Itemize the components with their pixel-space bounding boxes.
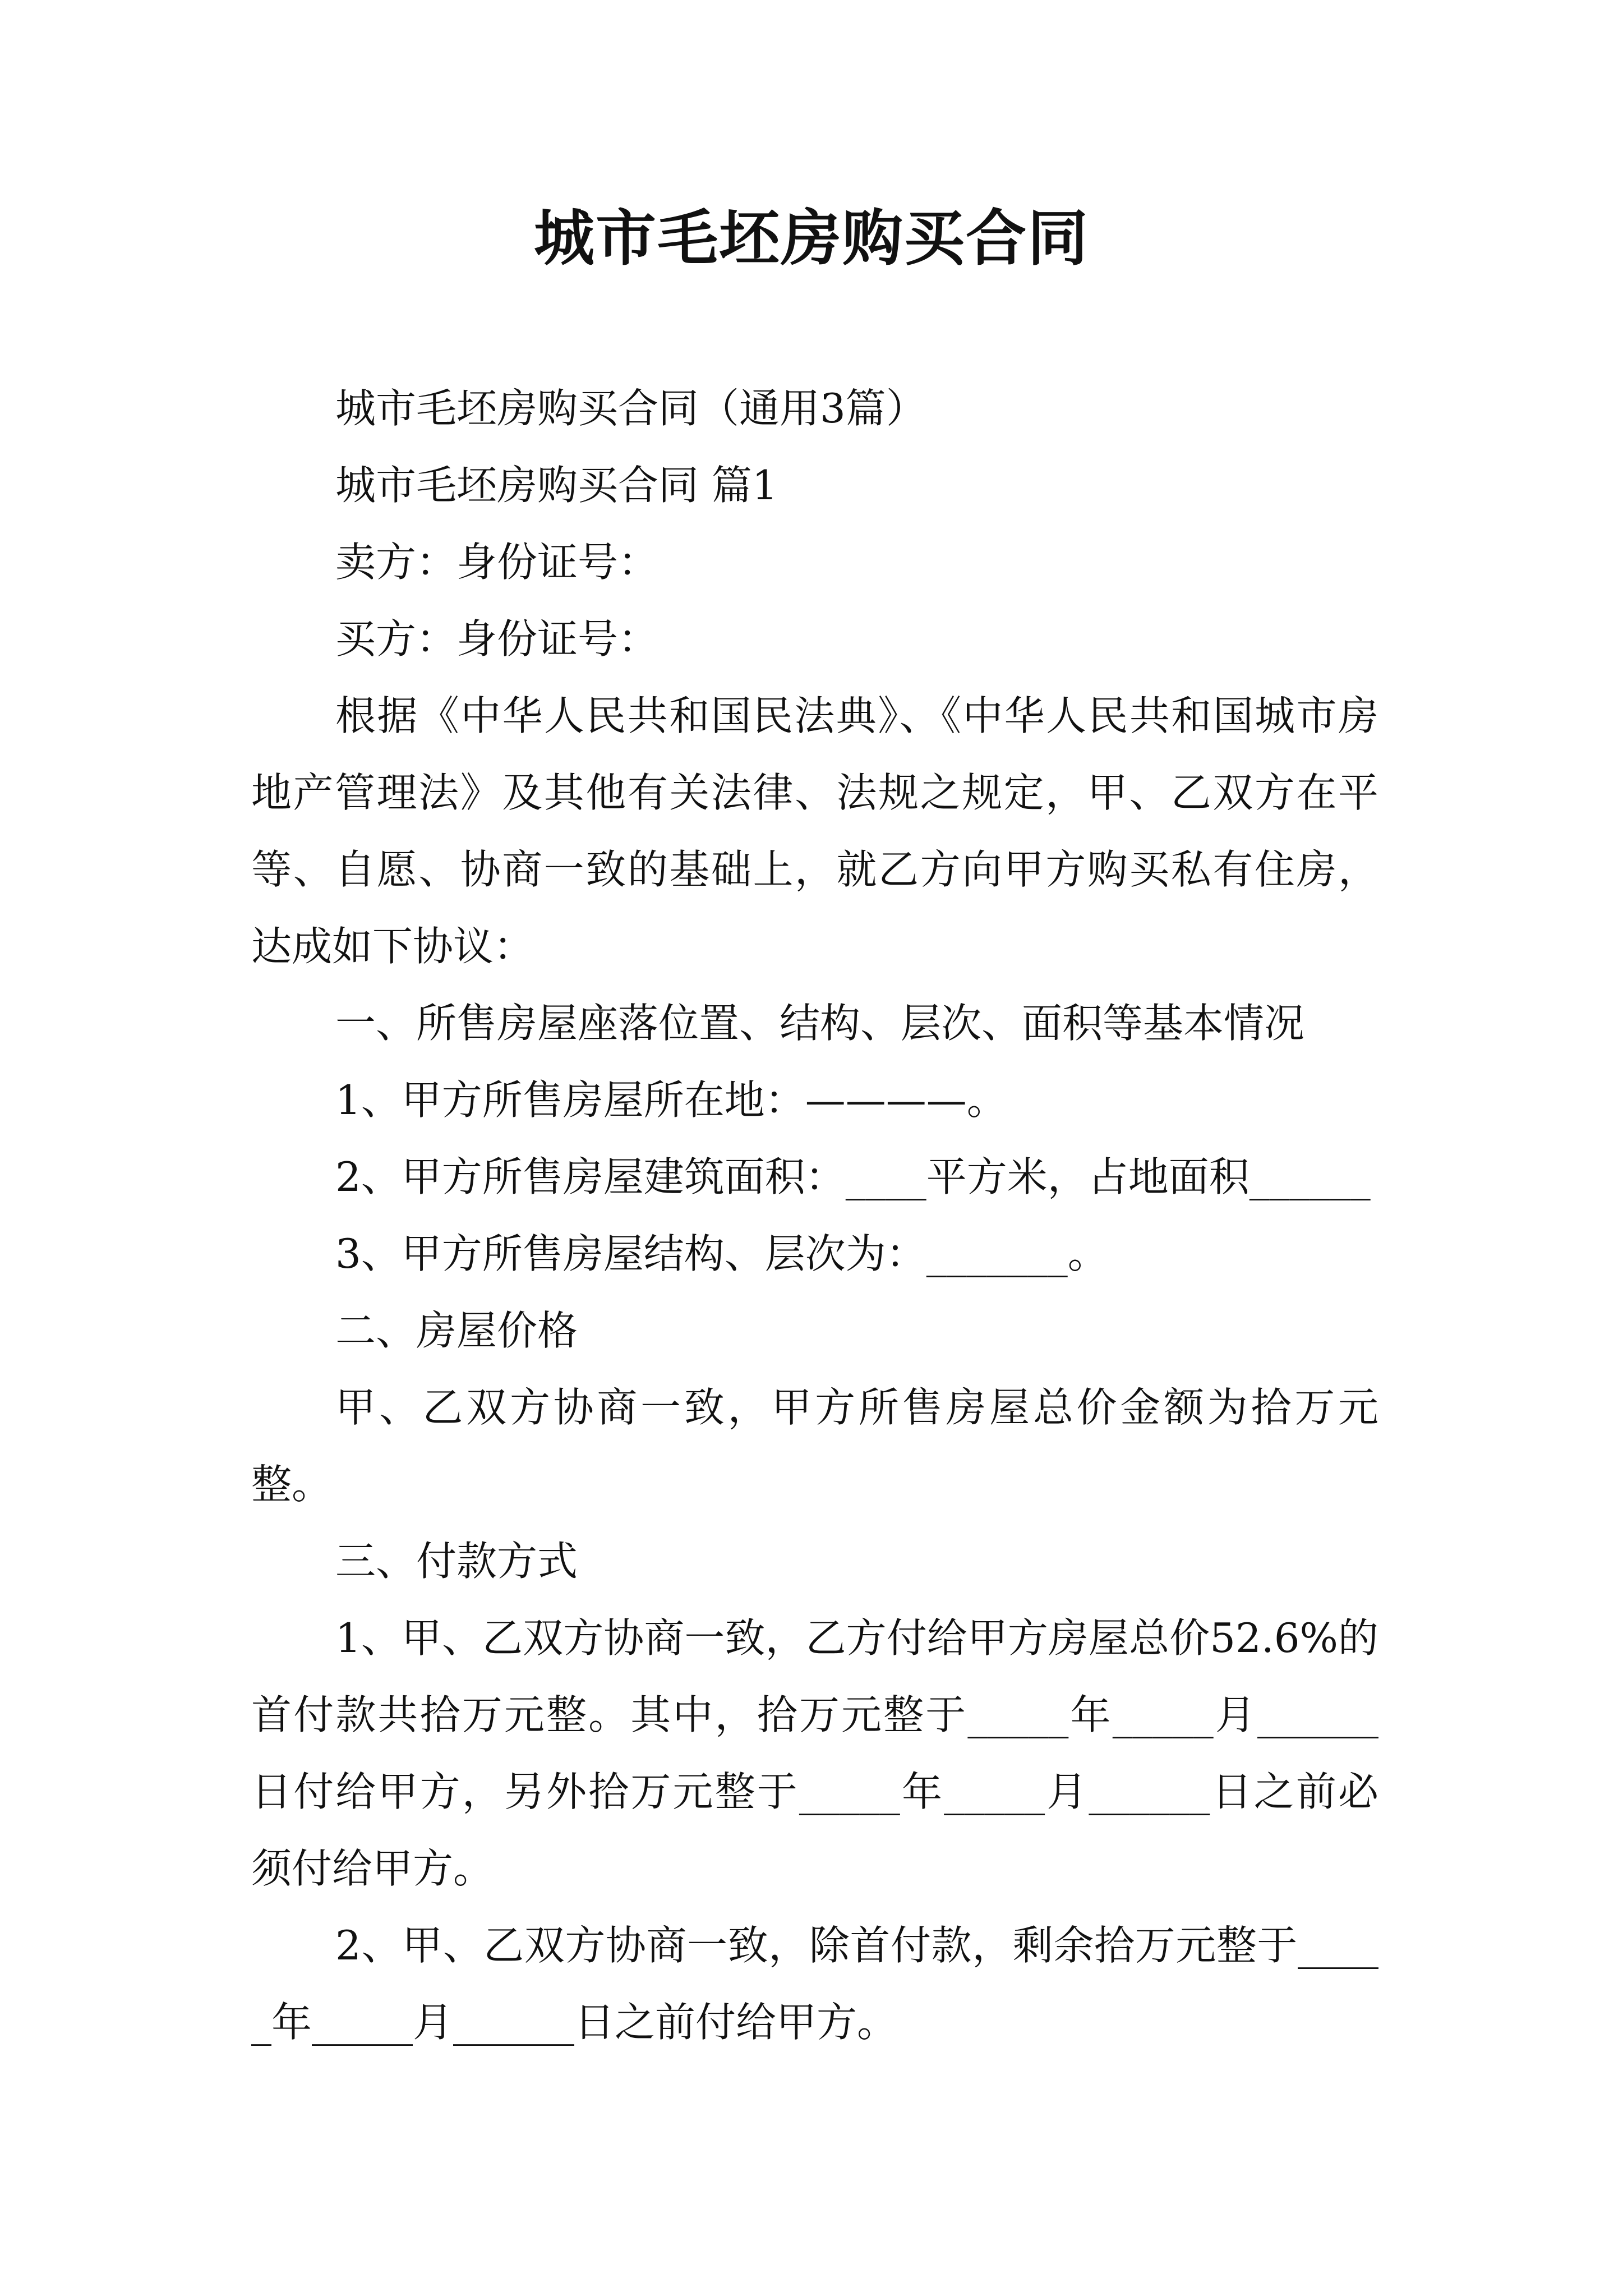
paragraph-clause-1-item-1: 1、甲方所售房屋所在地：————。 [335,1076,1007,1124]
paragraph-clause-1-item-3: 3、甲方所售房屋结构、层次为：_______。 [335,1230,1108,1277]
paragraph-preamble: 根据《中华人民共和国民法典》、《中华人民共和国城市房地产管理法》及其他有关法律、法规之规定，甲、乙双方在平等、自愿、协商一致的基础上，就乙方向甲方购买私有住房，达成如下协议： [251,692,1378,970]
paragraph-clause-3-item-2: 2、甲、乙双方协商一致，除首付款，剩余拾万元整于_____年_____月______日之前付给甲方。 [251,1922,1378,2046]
paragraph-section-heading: 城市毛坯房购买合同 篇1 [335,462,778,509]
document-title: 城市毛坯房购买合同 [533,203,1089,274]
paragraph-buyer: 买方：身份证号： [335,615,659,662]
paragraph-clause-3-item-1: 1、甲、乙双方协商一致，乙方付给甲方房屋总价52.6%的首付款共拾万元整。其中，拾万元整于_____年_____月______日付给甲方，另外拾万元整于_____年_____月______日之前必须付给甲方。 [251,1614,1378,1892]
paragraph-subtitle: 城市毛坯房购买合同（通用3篇） [335,385,926,432]
paragraph-clause-3-heading: 三、付款方式 [335,1538,578,1585]
paragraph-clause-1-heading: 一、所售房屋座落位置、结构、层次、面积等基本情况 [335,1000,1305,1047]
paragraph-clause-1-item-2: 2、甲方所售房屋建筑面积：____平方米，占地面积______ [335,1153,1371,1200]
document-body [251,370,1378,2061]
paragraph-clause-2-heading: 二、房屋价格 [335,1307,578,1354]
paragraph-clause-2-text: 甲、乙双方协商一致，甲方所售房屋总价金额为拾万元整。 [251,1384,1378,1508]
paragraph-seller: 卖方：身份证号： [335,539,659,586]
